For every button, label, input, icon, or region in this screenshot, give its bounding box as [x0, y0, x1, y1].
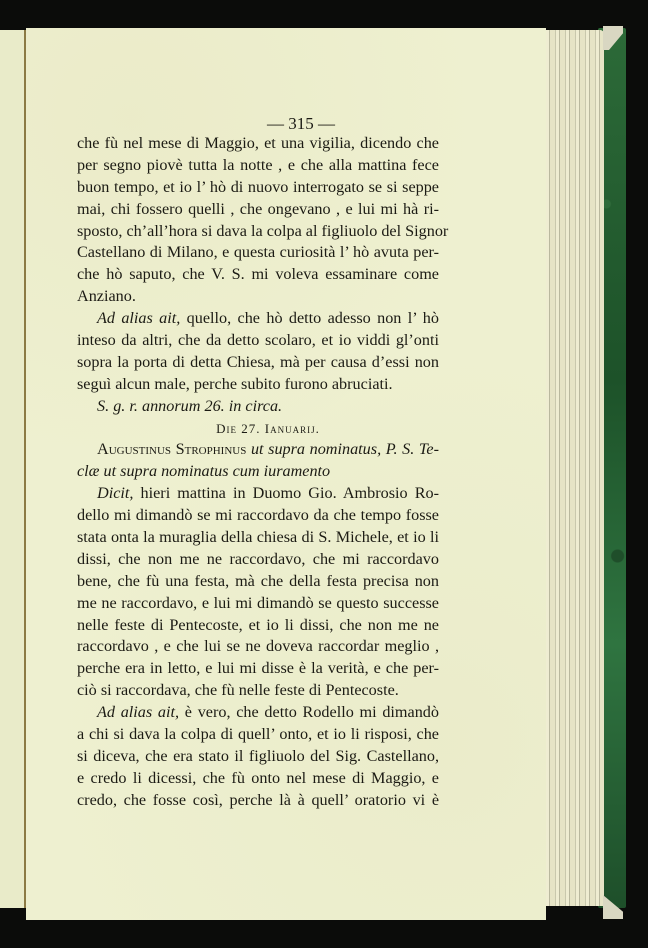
- line-text: dissi, che non me ne raccordavo, che mi raccordavo: [77, 549, 439, 568]
- page-number: — 315 —: [267, 114, 335, 133]
- line-text: a chi si dava la colpa di quell’ onto, et io li risposi, che: [77, 725, 439, 744]
- heading-text: Die 27. Ianuarij.: [216, 420, 320, 436]
- text-line: [77, 308, 439, 330]
- line-text: è vero, che detto Rodello mi dimandò: [179, 703, 439, 722]
- line-text: che fù nel mese di Maggio, et una vigilia, dicendo che: [77, 134, 439, 152]
- text-line: [77, 527, 439, 549]
- line-text: ciò si raccordava, che fù nelle feste di Pentecoste.: [77, 681, 399, 700]
- italic-lead: Ad alias ait,: [97, 309, 181, 328]
- line-text: nelle feste di Pentecoste, et io li dissi, che non me ne: [77, 615, 439, 634]
- line-text: perche era in letto, e lui mi disse è la verità, e che per-: [77, 659, 439, 678]
- text-line: [77, 746, 439, 768]
- text-line: [77, 615, 439, 637]
- text-line: [77, 264, 439, 286]
- line-text: seguì alcun male, perche subito furono abruciati.: [77, 374, 393, 393]
- text-line: [77, 352, 439, 374]
- line-text: dello mi dimandò se mi raccordavo da che tempo fosse: [77, 506, 439, 525]
- line-text: sposto, ch’all’hora si dava la colpa al figliuolo del Signor: [77, 221, 449, 240]
- page-text: [77, 133, 449, 812]
- line-text: quello, che hò detto adesso non l’ hò: [180, 309, 439, 328]
- text-line: [77, 286, 439, 308]
- line-text: bene, che fù una festa, mà che della festa precisa non: [77, 571, 439, 590]
- line-text: Anziano.: [77, 287, 136, 306]
- text-line: [77, 177, 439, 199]
- text-line: [77, 439, 439, 461]
- text-line: [77, 242, 439, 264]
- line-text: inteso da altri, che da detto scolaro, et io viddi gl’onti: [77, 331, 439, 350]
- italic-lead: Ad alias ait,: [97, 703, 180, 722]
- text-line: [77, 658, 439, 680]
- text-line: [77, 221, 449, 243]
- line-text: mai, chi fossero quelli , che ongevano , e lui mi hà ri-: [77, 199, 439, 218]
- italic-line: clæ ut supra nominatus cum iuramento: [77, 462, 331, 481]
- line-text: hieri mattina in Duomo Gio. Ambrosio Ro-: [133, 484, 439, 503]
- line-text: Castellano di Milano, e questa curiosità l’ hò avuta per-: [77, 243, 439, 262]
- line-text: credo, che fosse così, perche là à quell’ oratorio vi è: [77, 790, 439, 809]
- text-line: [77, 483, 439, 505]
- date-heading: [77, 418, 439, 440]
- italic-line: ut supra nominatus, P. S. Te-: [246, 440, 439, 459]
- text-line: [77, 790, 439, 812]
- witness-name: Augustinus Strophinus: [97, 440, 247, 459]
- line-text: si diceva, che era stato il figliuolo del Sig. Castellano,: [77, 746, 439, 765]
- book-page: [26, 28, 546, 920]
- text-line: [77, 593, 439, 615]
- line-text: per segno piovè tutta la notte , e che alla mattina fece: [77, 155, 439, 174]
- text-line: [77, 396, 439, 418]
- page-edges: [540, 30, 604, 906]
- text-line: [77, 549, 439, 571]
- facing-page-edge: [0, 30, 26, 908]
- line-text: che hò saputo, che V. S. mi voleva essaminare come: [77, 265, 439, 284]
- text-line: [77, 724, 439, 746]
- italic-lead: Dicit,: [97, 484, 134, 503]
- line-text: me ne raccordavo, e lui mi dimandò se questo successe: [77, 593, 439, 612]
- text-line: [77, 680, 439, 702]
- text-line: [77, 702, 439, 724]
- line-text: sopra la porta di detta Chiesa, mà per causa d’essi non: [77, 352, 439, 371]
- text-line: [77, 768, 439, 790]
- text-line: [77, 374, 439, 396]
- line-text: stata onta la muraglia della chiesa di S. Michele, et io li: [77, 528, 439, 547]
- text-line: [77, 199, 439, 221]
- italic-line: S. g. r. annorum 26. in circa.: [97, 396, 283, 415]
- line-text: raccordavo , e che lui se ne doveva raccordar meglio ,: [77, 637, 439, 656]
- line-text: e credo li dicessi, che fù onto nel mese di Maggio, e: [77, 768, 439, 787]
- text-line: [77, 505, 439, 527]
- text-line: [77, 636, 439, 658]
- text-line: [77, 461, 439, 483]
- line-text: buon tempo, et io l’ hò di nuovo interrogato se si seppe: [77, 177, 439, 196]
- text-line: [77, 571, 439, 593]
- text-line: [77, 155, 439, 177]
- text-line: [77, 330, 439, 352]
- text-line: [77, 133, 439, 155]
